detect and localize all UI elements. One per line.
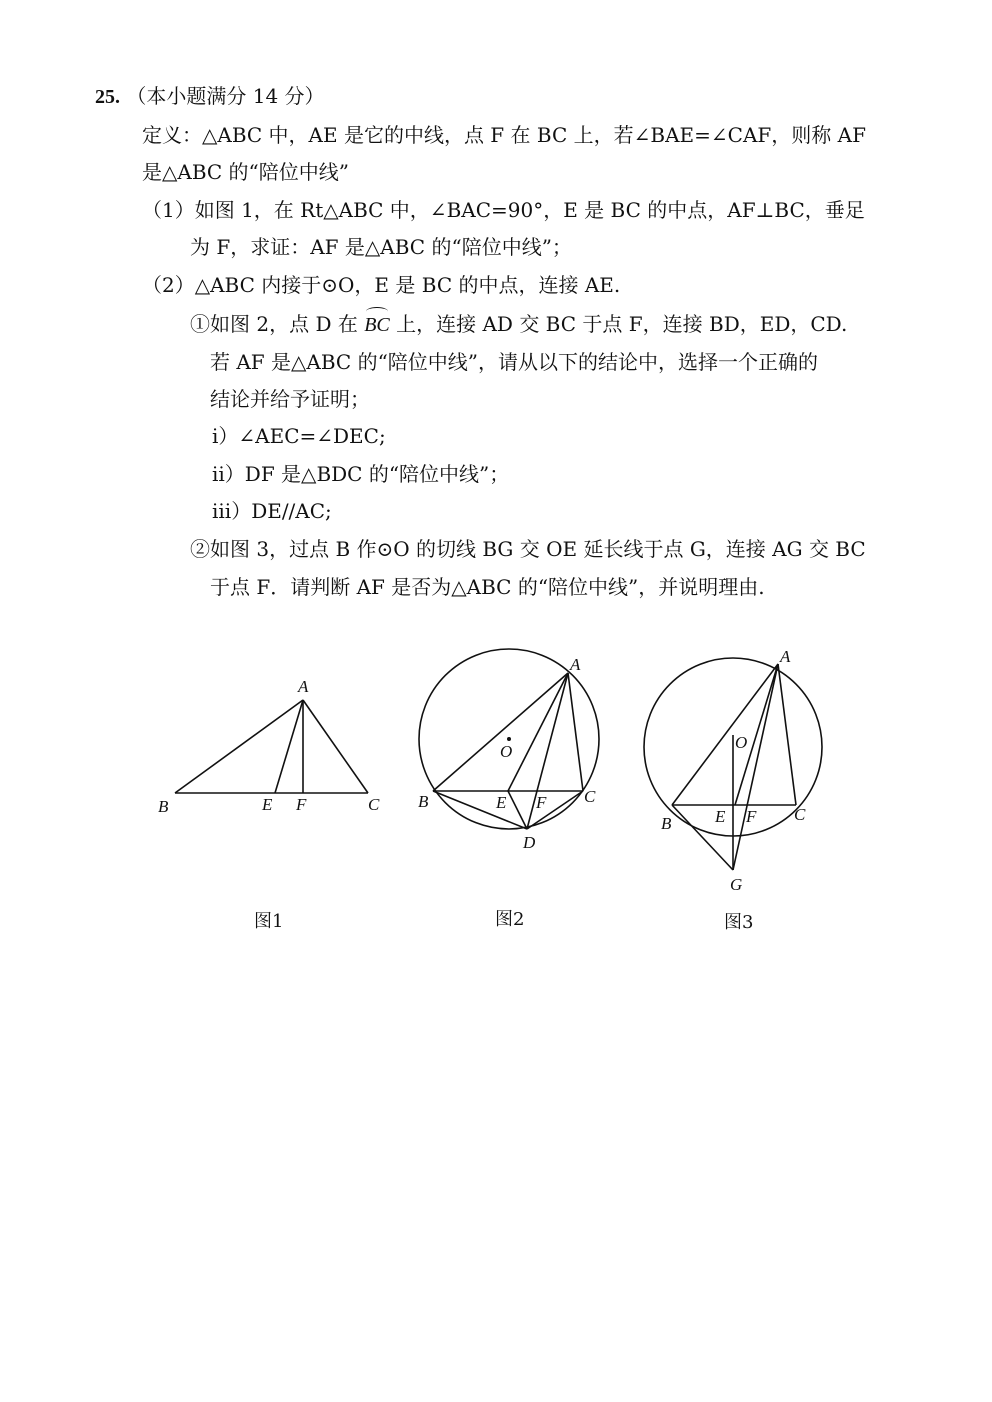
definition-line-2: 是△ABC 的“陪位中线”: [142, 160, 350, 184]
fig2-label-c: C: [584, 787, 596, 806]
fig2-label-a: A: [570, 655, 581, 674]
option-i: ⅰ）∠AEC=∠DEC;: [212, 424, 386, 448]
part2-2-line-2: 于点 F．请判断 AF 是否为△ABC 的“陪位中线”，并说明理由.: [210, 575, 765, 599]
fig3-caption: 图3: [724, 912, 754, 933]
fig3-label-o: O: [735, 733, 748, 752]
part2-1-suffix: 上，连接 AD 交 BC 于点 F，连接 BD，ED，CD.: [396, 312, 848, 336]
question-heading: （本小题满分 14 分）: [126, 84, 325, 108]
fig2-segment-ae: [508, 673, 568, 791]
fig1-caption: 图1: [254, 911, 284, 932]
definition-line-1: 定义：△ABC 中，AE 是它的中线，点 F 在 BC 上，若∠BAE=∠CAF，则称 AF: [142, 123, 866, 147]
fig2-segment-bd: [433, 791, 527, 829]
fig3-label-c: C: [794, 805, 806, 824]
fig3-label-f: F: [746, 807, 757, 826]
fig3-label-b: B: [661, 814, 672, 833]
question-header: [95, 84, 325, 109]
fig1-label-f: F: [296, 795, 307, 814]
figure-2: [410, 640, 620, 860]
fig1-label-e: E: [262, 795, 273, 814]
fig3-label-g: G: [730, 875, 743, 894]
fig2-label-f: F: [536, 793, 547, 812]
fig2-label-o: O: [500, 742, 513, 761]
part1-line-2: 为 F，求证：AF 是△ABC 的“陪位中线”；: [190, 235, 572, 259]
fig1-segment-ae: [275, 700, 303, 793]
fig2-label-d: D: [523, 833, 536, 852]
fig2-center-dot: [507, 737, 511, 741]
part2-1-line-1: [190, 312, 847, 337]
fig1-label-b: B: [158, 797, 169, 816]
fig2-label-e: E: [496, 793, 507, 812]
fig3-label-e: E: [715, 807, 726, 826]
fig1-label-a: A: [298, 677, 309, 696]
figure-1: [150, 670, 390, 820]
part2-intro: （2）△ABC 内接于⊙O，E 是 BC 的中点，连接 AE.: [142, 273, 621, 297]
part1-line-1: （1）如图 1，在 Rt△ABC 中，∠BAC=90°，E 是 BC 的中点，AF⊥BC，垂足: [142, 198, 865, 222]
fig3-label-a: A: [780, 647, 791, 666]
part2-1-prefix: ①如图 2，点 D 在: [190, 312, 358, 336]
fig1-label-c: C: [368, 795, 380, 814]
fig2-label-b: B: [418, 792, 429, 811]
fig1-segment-ac: [303, 700, 368, 793]
option-ii: ⅱ）DF 是△BDC 的“陪位中线”；: [212, 462, 510, 486]
part2-1-line-2: 若 AF 是△ABC 的“陪位中线”，请从以下的结论中，选择一个正确的: [210, 350, 819, 374]
fig2-caption: 图2: [495, 909, 525, 930]
question-number: 25.: [95, 86, 120, 108]
fig3-segment-ac: [778, 664, 796, 805]
part2-1-line-3: 结论并给予证明；: [210, 387, 370, 411]
fig2-segment-ac: [568, 673, 583, 791]
arc-bc: BC: [364, 314, 390, 336]
figure-3: [635, 640, 835, 895]
option-iii: ⅲ）DE//AC;: [212, 499, 332, 523]
part2-2-line-1: ②如图 3，过点 B 作⊙O 的切线 BG 交 OE 延长线于点 G，连接 AG 交 BC: [190, 537, 866, 561]
fig1-segment-ab: [175, 700, 303, 793]
fig2-segment-ab: [433, 673, 568, 791]
